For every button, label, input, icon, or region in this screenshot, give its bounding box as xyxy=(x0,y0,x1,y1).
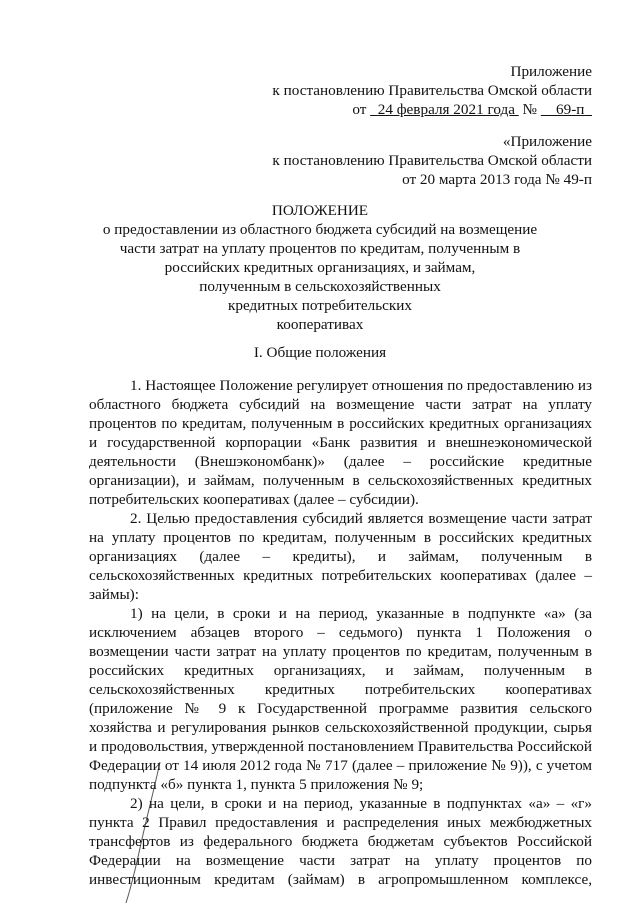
body-line: и продовольствия, утвержденной постановлением Правительства Российской xyxy=(89,738,592,755)
resolution-date-line xyxy=(352,100,592,120)
resolution-date: 24 февраля 2021 года xyxy=(377,101,515,118)
body-line: деятельности (Внешэкономбанк)» (далее – российские кредитные xyxy=(89,453,592,470)
body-line: Федерации от 14 июля 2012 года № 717 (далее – приложение № 9)), с учетом xyxy=(89,757,592,774)
title-line: полученным в сельскохозяйственных xyxy=(199,278,441,295)
body-line: 1. Настоящее Положение регулирует отношения по предоставлению из xyxy=(130,377,592,394)
body-line: организации), и займам, полученным в сельскохозяйственных кредитных xyxy=(89,472,592,489)
section-heading: I. Общие положения xyxy=(253,344,387,361)
body-line: Федерации на возмещение части затрат на уплату процентов по xyxy=(89,852,592,869)
appendix-title: Приложение xyxy=(510,63,592,80)
body-line: сельскохозяйственных кредитных потребительских кооперативах (далее – xyxy=(89,567,592,584)
body-line: организациях (далее – кредиты), и займам, полученным в xyxy=(89,548,592,565)
body-line: исключением абзацев второго – седьмого) пункта 1 Положения о xyxy=(89,624,592,641)
body-line: сельскохозяйственных кредитных потребительских кооперативах xyxy=(89,681,592,698)
body-line: возмещении части затрат на уплату процентов по кредитам, полученным в xyxy=(89,643,592,660)
body-line: на уплату процентов по кредитам, полученным в российских кредитных xyxy=(89,529,592,546)
original-resolution-date: от 20 марта 2013 года № 49-п xyxy=(402,171,592,188)
original-resolution-reference: к постановлению Правительства Омской области xyxy=(272,152,592,169)
body-line: трансфертов из федерального бюджета бюджетам субъектов Российской xyxy=(89,833,592,850)
resolution-number: 69-п xyxy=(556,101,585,118)
body-line: инвестиционным кредитам (займам) в агропромышленном комплексе, xyxy=(89,871,592,888)
body-line: областного бюджета субсидий на возмещение части затрат на уплату xyxy=(89,396,592,413)
title-line: кредитных потребительских xyxy=(228,297,412,314)
body-line: и государственной корпорации «Банк развития и внешнеэкономической xyxy=(89,434,592,451)
body-line: 2. Целью предоставления субсидий является возмещение части затрат xyxy=(130,510,592,527)
body-line: подпункта «б» пункта 1, пункта 5 приложения № 9; xyxy=(89,776,424,793)
body-line: 2) на цели, в сроки и на период, указанные в подпунктах «а» – «г» xyxy=(130,795,592,812)
body-line: потребительских кооперативах (далее – субсидии). xyxy=(89,491,419,508)
body-line: займы): xyxy=(89,586,139,603)
body-line: (приложение № 9 к Государственной программе развития сельского xyxy=(89,700,592,717)
resolution-reference: к постановлению Правительства Омской области xyxy=(272,82,592,99)
body-line: хозяйства и регулирования рынков сельскохозяйственной продукции, сырья xyxy=(89,719,592,736)
body-line: 1) на цели, в сроки и на период, указанные в подпункте «а» (за xyxy=(130,605,592,622)
pen-stroke-mark xyxy=(120,760,180,905)
body-line: российских кредитных организациях, и займам, полученным в xyxy=(89,662,592,679)
document-heading: ПОЛОЖЕНИЕ xyxy=(271,202,369,219)
date-prefix: от xyxy=(352,101,367,118)
title-line: о предоставлении из областного бюджета субсидий на возмещение xyxy=(102,221,538,238)
title-line: части затрат на уплату процентов по кредитам, полученным в xyxy=(119,240,521,257)
original-appendix-title: «Приложение xyxy=(502,133,592,150)
body-line: процентов по кредитам, полученным в российских кредитных организациях xyxy=(89,415,592,432)
number-sign: № xyxy=(522,101,538,118)
title-line: российских кредитных организациях, и займам, xyxy=(164,259,476,276)
title-line: кооперативах xyxy=(276,316,364,333)
body-line: пункта 2 Правил предоставления и распределения иных межбюджетных xyxy=(89,814,592,831)
